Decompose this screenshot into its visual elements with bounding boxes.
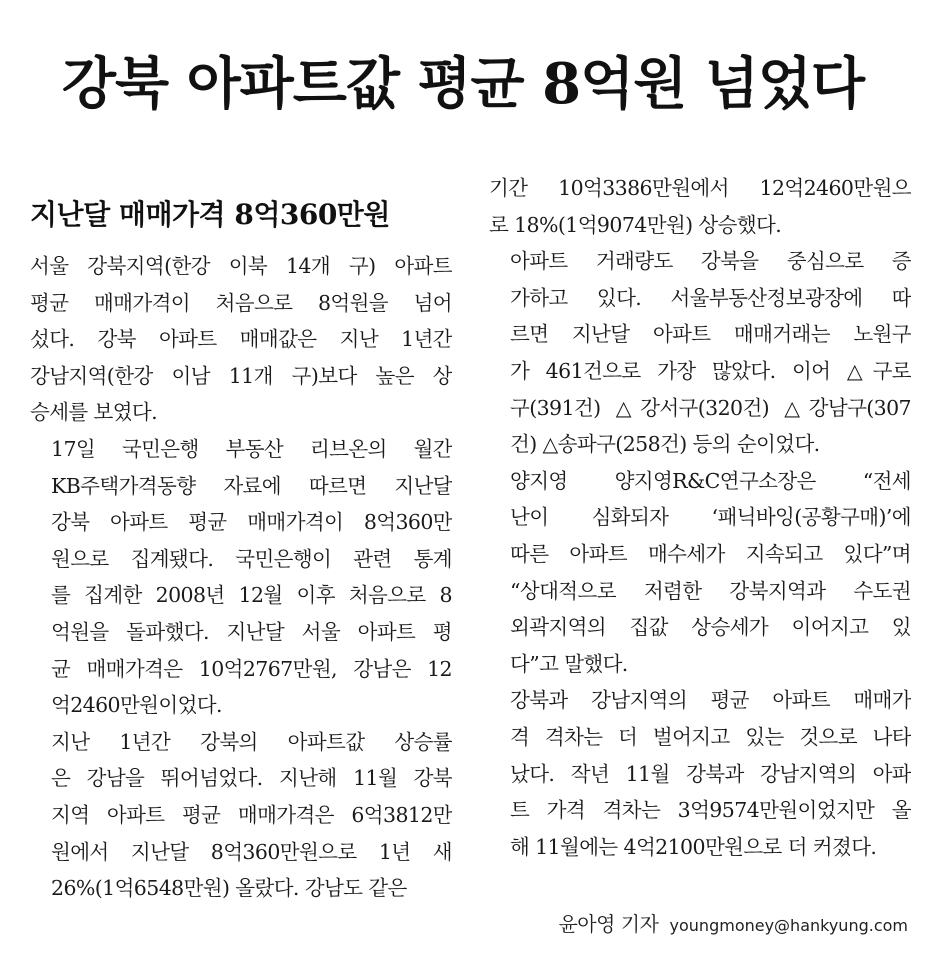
- article-paragraph: [30, 248, 452, 431]
- article-paragraph: [489, 682, 911, 865]
- reporter-name: 윤아영 기자: [558, 912, 659, 936]
- reporter-email: youngmoney@hankyung.com: [669, 916, 908, 935]
- article-column-left: [30, 248, 452, 907]
- text-line: 르면 지난달 아파트 매매거래는 노원구: [510, 322, 911, 347]
- text-line: KB주택가격동향 자료에 따르면 지난달: [51, 473, 452, 498]
- article-paragraph: [489, 170, 911, 243]
- article-column-right: [489, 170, 911, 865]
- text-line: 강북 아파트 평균 매매가격이 8억360만: [51, 510, 452, 535]
- text-line: 났다. 작년 11월 강북과 강남지역의 아파: [510, 761, 911, 786]
- headline: 강북 아파트값 평균 8억원 넘었다: [61, 50, 865, 117]
- article-paragraph: [30, 431, 452, 724]
- text-line: 를 집계한 2008년 12월 이후 처음으로 8: [51, 583, 452, 608]
- text-line: 섰다. 강북 아파트 매매값은 지난 1년간: [30, 327, 452, 352]
- article-paragraph: [30, 724, 452, 907]
- text-line: 억2460만원이었다.: [51, 693, 222, 718]
- text-line: 원에서 지난달 8억360만원으로 1년 새: [51, 839, 452, 864]
- text-line: 기간 10억3386만원에서 12억2460만원으: [489, 176, 911, 200]
- text-line: 균 매매가격은 10억2767만원, 강남은 12: [51, 656, 452, 681]
- text-line: 서울 강북지역(한강 이북 14개 구) 아파트: [30, 254, 452, 278]
- text-line: 가 461건으로 가장 많았다. 이어 △구로: [510, 358, 911, 383]
- text-line: 따른 아파트 매수세가 지속되고 있다”며: [510, 541, 911, 566]
- text-line: 외곽지역의 집값 상승세가 이어지고 있: [510, 615, 911, 640]
- text-line: 26%(1억6548만원) 올랐다. 강남도 같은: [51, 876, 407, 901]
- text-line: 난이 심화되자 ‘패닉바잉(공황구매)’에: [510, 505, 911, 530]
- text-line: 아파트 거래량도 강북을 중심으로 증: [510, 249, 911, 274]
- text-line: 가하고 있다. 서울부동산정보광장에 따: [510, 285, 911, 310]
- text-line: 건) △송파구(258건) 등의 순이었다.: [510, 432, 820, 457]
- text-line: 은 강남을 뛰어넘었다. 지난해 11월 강북: [51, 766, 452, 791]
- article-paragraph: [489, 463, 911, 683]
- text-line: 지역 아파트 평균 매매가격은 6억3812만: [51, 802, 452, 827]
- article-paragraph: [489, 243, 911, 463]
- text-line: 승세를 보였다.: [30, 400, 158, 425]
- text-line: 격 격차는 더 벌어지고 있는 것으로 나타: [510, 724, 911, 749]
- text-line: 다”고 말했다.: [510, 651, 628, 676]
- text-line: 로 18%(1억9074만원) 상승했다.: [489, 212, 782, 237]
- text-line: 구(391건) △강서구(320건) △강남구(307: [510, 395, 911, 420]
- byline: [558, 908, 908, 937]
- text-line: “상대적으로 저렴한 강북지역과 수도권: [510, 578, 911, 603]
- text-line: 평균 매매가격이 처음으로 8억원을 넘어: [30, 290, 452, 315]
- text-line: 억원을 돌파했다. 지난달 서울 아파트 평: [51, 619, 452, 644]
- text-line: 강남지역(한강 이남 11개 구)보다 높은 상: [30, 363, 452, 388]
- text-line: 원으로 집계됐다. 국민은행이 관련 통계: [51, 546, 452, 571]
- text-line: 트 가격 격차는 3억9574만원이었지만 올: [510, 798, 911, 823]
- text-line: 강북과 강남지역의 평균 아파트 매매가: [510, 688, 911, 713]
- text-line: 17일 국민은행 부동산 리브온의 월간: [51, 436, 452, 461]
- text-line: 해 11월에는 4억2100만원으로 더 커졌다.: [510, 834, 877, 859]
- text-line: 양지영 양지영R&C연구소장은 “전세: [510, 468, 911, 493]
- text-line: 지난 1년간 강북의 아파트값 상승률: [51, 729, 452, 754]
- subheadline: 지난달 매매가격 8억360만원: [30, 198, 390, 232]
